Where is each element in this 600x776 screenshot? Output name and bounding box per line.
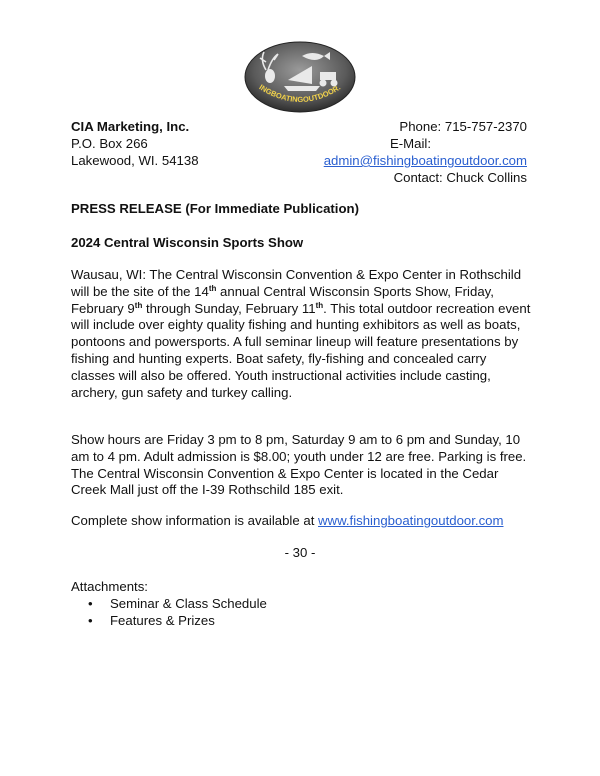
attachment-item: • Seminar & Class Schedule	[88, 596, 267, 611]
logo-text: INGBOATINGOUTDOOR.	[257, 82, 343, 105]
company-logo	[244, 40, 356, 114]
contact-name: Contact: Chuck Collins	[393, 170, 527, 185]
paragraph-3	[71, 513, 531, 530]
paragraph-1: Wausau, WI: The Central Wisconsin Convention & Expo Center in Rothschild will be the site of the 14th annual Central Wisconsin Sports Show, Friday, February 9th through Sunday, February 11th. This total outdoor recreation event will include over eighty quality fishing and hunting exhibitors as well as boats, pontoons and powersports. A full seminar lineup will feature presentations by fishing and hunting experts. Boat safety, fly-fishing and concealed carry classes will also be offered. Youth instructional activities include casting, archery, gun safety and turkey calling.	[71, 267, 531, 400]
paragraph-2: Show hours are Friday 3 pm to 8 pm, Saturday 9 am to 6 pm and Sunday, 10 am to 4 pm. Adult admission is $8.00; youth under 12 are free. Parking is free. The Central Wisconsin Convention & Expo Center is located in the Cedar Creek Mall just off the I-39 Rothschild 185 exit.	[71, 432, 527, 498]
address-line-2: Lakewood, WI. 54138	[71, 153, 199, 168]
address-line-1: P.O. Box 266	[71, 136, 148, 151]
website-link[interactable]: www.fishingboatingoutdoor.com	[318, 513, 504, 528]
press-release-heading: PRESS RELEASE (For Immediate Publication)	[71, 201, 359, 216]
contact-block	[324, 118, 527, 186]
email-link[interactable]: admin@fishingboatingoutdoor.com	[323, 153, 527, 168]
info-text: Complete show information is available at	[71, 513, 319, 528]
sender-block	[71, 118, 199, 169]
attachment-item: • Features & Prizes	[88, 613, 215, 628]
phone: Phone: 715-757-2370	[399, 119, 527, 134]
release-title: 2024 Central Wisconsin Sports Show	[71, 235, 304, 250]
email-label: E-Mail:	[389, 136, 431, 151]
company-name: CIA Marketing, Inc.	[71, 119, 190, 134]
end-mark: - 30 -	[284, 545, 316, 560]
attachments-label: Attachments:	[71, 579, 148, 594]
